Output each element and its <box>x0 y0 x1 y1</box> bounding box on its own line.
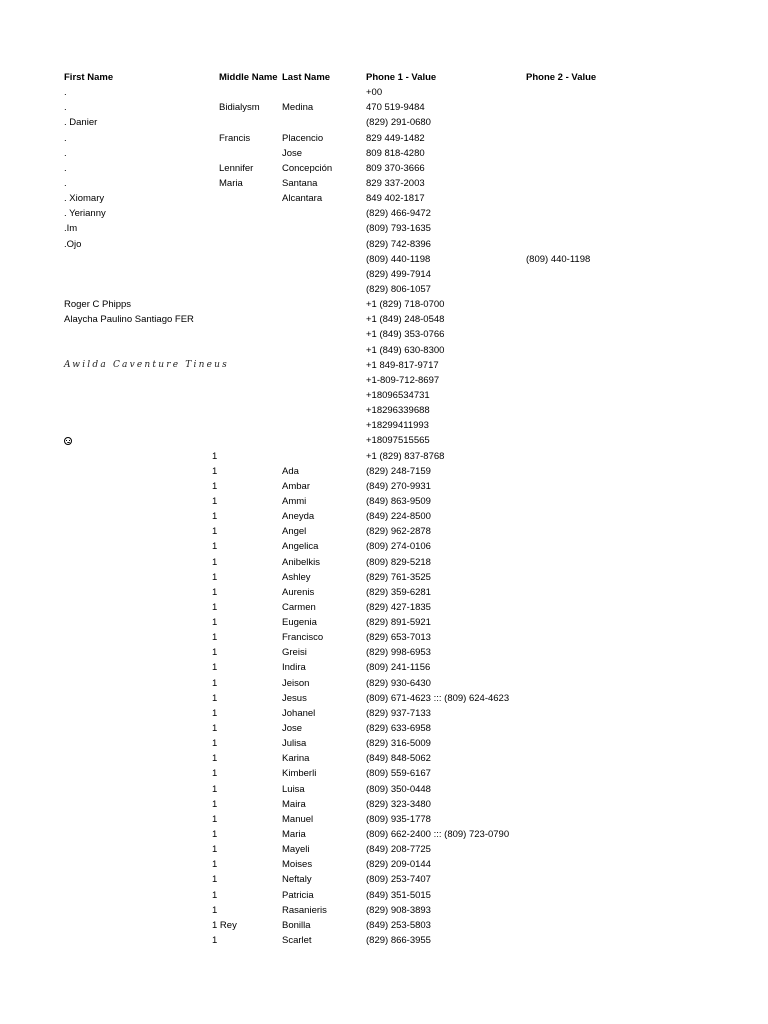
last-name-cell: Moises <box>282 859 313 871</box>
contacts-sheet <box>0 70 768 948</box>
phone-1-cell: (849) 253-5803 <box>366 919 431 931</box>
smiley-face-icon <box>64 437 72 445</box>
phone-1-cell: (849) 351-5015 <box>366 889 431 901</box>
number-cell: 1 <box>212 677 218 689</box>
last-name-cell: Karina <box>282 753 310 765</box>
number-cell: 1 <box>212 859 218 871</box>
phone-1-cell: (849) 270-9931 <box>366 480 431 492</box>
phone-1-cell: 809 818-4280 <box>366 147 425 159</box>
table-row <box>0 115 768 130</box>
number-cell: 1 <box>212 753 218 765</box>
phone-1-cell: (829) 742-8396 <box>366 238 431 250</box>
last-name-cell: Neftaly <box>282 874 312 886</box>
last-name-cell: Aurenis <box>282 586 315 598</box>
last-name-cell: Medina <box>282 102 314 114</box>
last-name-cell: Ambar <box>282 480 310 492</box>
number-cell: 1 <box>212 632 218 644</box>
first-name-cell: . <box>64 162 67 174</box>
last-name-cell: Rasanieris <box>282 904 327 916</box>
table-row <box>0 615 768 630</box>
last-name-cell: Jesus <box>282 692 307 704</box>
last-name-cell: Patricia <box>282 889 314 901</box>
table-row <box>0 146 768 161</box>
table-row <box>0 494 768 509</box>
phone-1-cell: (829) 806-1057 <box>366 283 431 295</box>
number-cell: 1 <box>212 738 218 750</box>
number-cell: 1 <box>212 495 218 507</box>
phone-1-cell: (829) 891-5921 <box>366 617 431 629</box>
table-row <box>0 509 768 524</box>
last-name-cell: Angelica <box>282 541 319 553</box>
phone-1-cell: (829) 209-0144 <box>366 859 431 871</box>
table-row <box>0 418 768 433</box>
last-name-cell: Francisco <box>282 632 324 644</box>
table-row <box>0 645 768 660</box>
number-cell: 1 <box>212 465 218 477</box>
number-cell: 1 <box>212 617 218 629</box>
table-row <box>0 161 768 176</box>
table-row <box>0 267 768 282</box>
phone-2-cell: (809) 440-1198 <box>526 253 591 265</box>
table-row <box>0 176 768 191</box>
number-cell: 1 <box>212 707 218 719</box>
table-row <box>0 827 768 842</box>
first-name-cell: . Yerianny <box>64 208 106 220</box>
table-row <box>0 237 768 252</box>
phone-1-cell: (829) 499-7914 <box>366 268 431 280</box>
emoji-face-icon <box>64 433 72 448</box>
header-row <box>0 70 768 85</box>
table-row <box>0 403 768 418</box>
phone-1-cell: (809) 793-1635 <box>366 223 431 235</box>
last-name-cell: Eugenia <box>282 617 317 629</box>
phone-1-cell: (809) 241-1156 <box>366 662 431 674</box>
table-row <box>0 433 768 448</box>
last-name-cell: Santana <box>282 177 318 189</box>
last-name-cell: Maira <box>282 798 306 810</box>
last-name-cell: Carmen <box>282 601 316 613</box>
last-name-cell: Jeison <box>282 677 310 689</box>
number-cell: 1 <box>212 450 218 462</box>
table-row <box>0 660 768 675</box>
table-row <box>0 358 768 373</box>
last-name-cell: Mayeli <box>282 844 310 856</box>
phone-1-cell: +1 (849) 248-0548 <box>366 314 445 326</box>
middle-name-cell: Lennifer <box>219 162 254 174</box>
number-cell: 1 <box>212 829 218 841</box>
phone-1-cell: (849) 224-8500 <box>366 511 431 523</box>
last-name-cell: Ammi <box>282 495 307 507</box>
phone-1-cell: +18296339688 <box>366 405 430 417</box>
table-row <box>0 782 768 797</box>
phone-1-cell: +18096534731 <box>366 389 430 401</box>
last-name-cell: Manuel <box>282 813 314 825</box>
last-name-cell: Angel <box>282 526 307 538</box>
first-name-cell: Roger C Phipps <box>64 299 132 311</box>
phone-1-cell: 849 402-1817 <box>366 193 425 205</box>
phone-1-cell: +1 (849) 353-0766 <box>366 329 445 341</box>
table-row <box>0 630 768 645</box>
phone-1-cell: +1 (849) 630-8300 <box>366 344 445 356</box>
number-cell: 1 <box>212 541 218 553</box>
last-name-cell: Indira <box>282 662 306 674</box>
table-row <box>0 555 768 570</box>
phone-1-cell: (829) 466-9472 <box>366 208 431 220</box>
phone-1-cell: (809) 935-1778 <box>366 813 431 825</box>
number-cell: 1 <box>212 556 218 568</box>
phone-1-cell: 470 519-9484 <box>366 102 425 114</box>
table-row <box>0 282 768 297</box>
table-row <box>0 706 768 721</box>
first-name-cell: Awilda Caventure Tineus <box>64 359 229 370</box>
table-row <box>0 751 768 766</box>
number-cell: 1 <box>212 662 218 674</box>
number-cell: 1 <box>212 783 218 795</box>
last-name-cell: Bonilla <box>282 919 311 931</box>
last-name-cell: Greisi <box>282 647 307 659</box>
phone-1-cell: +18299411993 <box>366 420 429 432</box>
phone-1-cell: (829) 248-7159 <box>366 465 431 477</box>
contact-rows <box>0 85 768 948</box>
phone-1-cell: (829) 323-3480 <box>366 798 431 810</box>
number-cell: 1 <box>212 511 218 523</box>
first-name-cell: . Xiomary <box>64 193 105 205</box>
table-row <box>0 797 768 812</box>
table-row <box>0 131 768 146</box>
last-name-cell: Ada <box>282 465 299 477</box>
last-name-cell: Aneyda <box>282 511 315 523</box>
number-cell: 1 <box>212 526 218 538</box>
phone-1-cell: (829) 359-6281 <box>366 586 431 598</box>
last-name-cell: Jose <box>282 147 303 159</box>
phone-1-cell: (829) 633-6958 <box>366 723 431 735</box>
number-cell: 1 <box>212 798 218 810</box>
last-name-cell: Placencio <box>282 132 324 144</box>
last-name-cell: Concepción <box>282 162 333 174</box>
phone-1-cell: +1 849-817-9717 <box>366 359 439 371</box>
first-name-cell: . <box>64 147 67 159</box>
first-name-cell: . <box>64 102 67 114</box>
table-row <box>0 842 768 857</box>
phone-1-cell: (829) 866-3955 <box>366 935 431 947</box>
header-first-name: First Name <box>64 72 114 83</box>
last-name-cell: Julisa <box>282 738 307 750</box>
last-name-cell: Ashley <box>282 571 311 583</box>
last-name-cell: Alcantara <box>282 193 323 205</box>
table-row <box>0 221 768 236</box>
table-row <box>0 343 768 358</box>
first-name-cell: . <box>64 87 67 99</box>
table-row <box>0 539 768 554</box>
table-row <box>0 903 768 918</box>
phone-1-cell: (809) 274-0106 <box>366 541 431 553</box>
phone-1-cell: (829) 962-2878 <box>366 526 431 538</box>
table-row <box>0 721 768 736</box>
table-row <box>0 600 768 615</box>
table-row <box>0 464 768 479</box>
number-cell: 1 <box>212 844 218 856</box>
number-cell: 1 <box>212 692 218 704</box>
header-phone-1: Phone 1 - Value <box>366 72 437 83</box>
phone-1-cell: (849) 848-5062 <box>366 753 431 765</box>
number-cell: 1 <box>212 601 218 613</box>
header-middle-name: Middle Name <box>219 72 278 83</box>
table-row <box>0 888 768 903</box>
phone-1-cell: (809) 559-6167 <box>366 768 431 780</box>
table-row <box>0 252 768 267</box>
table-row <box>0 857 768 872</box>
table-row <box>0 449 768 464</box>
number-cell: 1 <box>212 889 218 901</box>
table-row <box>0 388 768 403</box>
table-row <box>0 570 768 585</box>
number-cell: 1 <box>212 935 218 947</box>
phone-1-cell: 809 370-3666 <box>366 162 425 174</box>
number-cell: 1 <box>212 904 218 916</box>
phone-1-cell: (809) 671-4623 ::: (809) 624-4623 <box>366 692 510 704</box>
phone-1-cell: (829) 930-6430 <box>366 677 431 689</box>
table-row <box>0 736 768 751</box>
table-row <box>0 479 768 494</box>
first-name-cell: . Danier <box>64 117 98 129</box>
table-row <box>0 327 768 342</box>
number-cell: 1 <box>212 874 218 886</box>
middle-name-cell: Maria <box>219 177 243 189</box>
phone-1-cell: (829) 291-0680 <box>366 117 431 129</box>
phone-1-cell: (809) 662-2400 ::: (809) 723-0790 <box>366 829 510 841</box>
phone-1-cell: (809) 253-7407 <box>366 874 431 886</box>
phone-1-cell: +1 (829) 718-0700 <box>366 299 445 311</box>
phone-1-cell: (809) 350-0448 <box>366 783 431 795</box>
phone-1-cell: (829) 427-1835 <box>366 601 431 613</box>
phone-1-cell: (849) 863-9509 <box>366 495 431 507</box>
table-row <box>0 812 768 827</box>
number-cell: 1 <box>212 647 218 659</box>
first-name-cell: .Im <box>64 223 78 235</box>
table-row <box>0 100 768 115</box>
number-cell: 1 Rey <box>212 919 237 931</box>
first-name-cell: Alaycha Paulino Santiago FER <box>64 314 194 326</box>
middle-name-cell: Bidialysm <box>219 102 260 114</box>
last-name-cell: Anibelkis <box>282 556 321 568</box>
number-cell: 1 <box>212 768 218 780</box>
table-row <box>0 191 768 206</box>
table-row <box>0 312 768 327</box>
table-row <box>0 297 768 312</box>
table-row <box>0 676 768 691</box>
number-cell: 1 <box>212 723 218 735</box>
last-name-cell: Johanel <box>282 707 316 719</box>
last-name-cell: Maria <box>282 829 306 841</box>
table-row <box>0 373 768 388</box>
first-name-cell: . <box>64 177 67 189</box>
table-row <box>0 524 768 539</box>
phone-1-cell: 829 337-2003 <box>366 177 425 189</box>
phone-1-cell: +1-809-712-8697 <box>366 374 440 386</box>
last-name-cell: Luisa <box>282 783 305 795</box>
number-cell: 1 <box>212 571 218 583</box>
phone-1-cell: (829) 653-7013 <box>366 632 431 644</box>
number-cell: 1 <box>212 586 218 598</box>
phone-1-cell: +1 (829) 837-8768 <box>366 450 445 462</box>
phone-1-cell: (809) 829-5218 <box>366 556 431 568</box>
phone-1-cell: +18097515565 <box>366 435 430 447</box>
number-cell: 1 <box>212 480 218 492</box>
phone-1-cell: (829) 316-5009 <box>366 738 431 750</box>
table-row <box>0 766 768 781</box>
last-name-cell: Scarlet <box>282 935 312 947</box>
table-row <box>0 918 768 933</box>
first-name-cell: .Ojo <box>64 238 82 250</box>
phone-1-cell: (829) 761-3525 <box>366 571 431 583</box>
phone-1-cell: (829) 908-3893 <box>366 904 431 916</box>
table-row <box>0 585 768 600</box>
last-name-cell: Kimberli <box>282 768 317 780</box>
header-phone-2: Phone 2 - Value <box>526 72 597 83</box>
first-name-cell: . <box>64 132 67 144</box>
table-row <box>0 872 768 887</box>
phone-1-cell: (809) 440-1198 <box>366 253 431 265</box>
phone-1-cell: +00 <box>366 87 383 99</box>
phone-1-cell: (849) 208-7725 <box>366 844 431 856</box>
header-last-name: Last Name <box>282 72 331 83</box>
phone-1-cell: 829 449-1482 <box>366 132 425 144</box>
phone-1-cell: (829) 937-7133 <box>366 707 431 719</box>
table-row <box>0 691 768 706</box>
table-row <box>0 206 768 221</box>
last-name-cell: Jose <box>282 723 303 735</box>
table-row <box>0 85 768 100</box>
table-row <box>0 933 768 948</box>
middle-name-cell: Francis <box>219 132 251 144</box>
number-cell: 1 <box>212 813 218 825</box>
phone-1-cell: (829) 998-6953 <box>366 647 431 659</box>
